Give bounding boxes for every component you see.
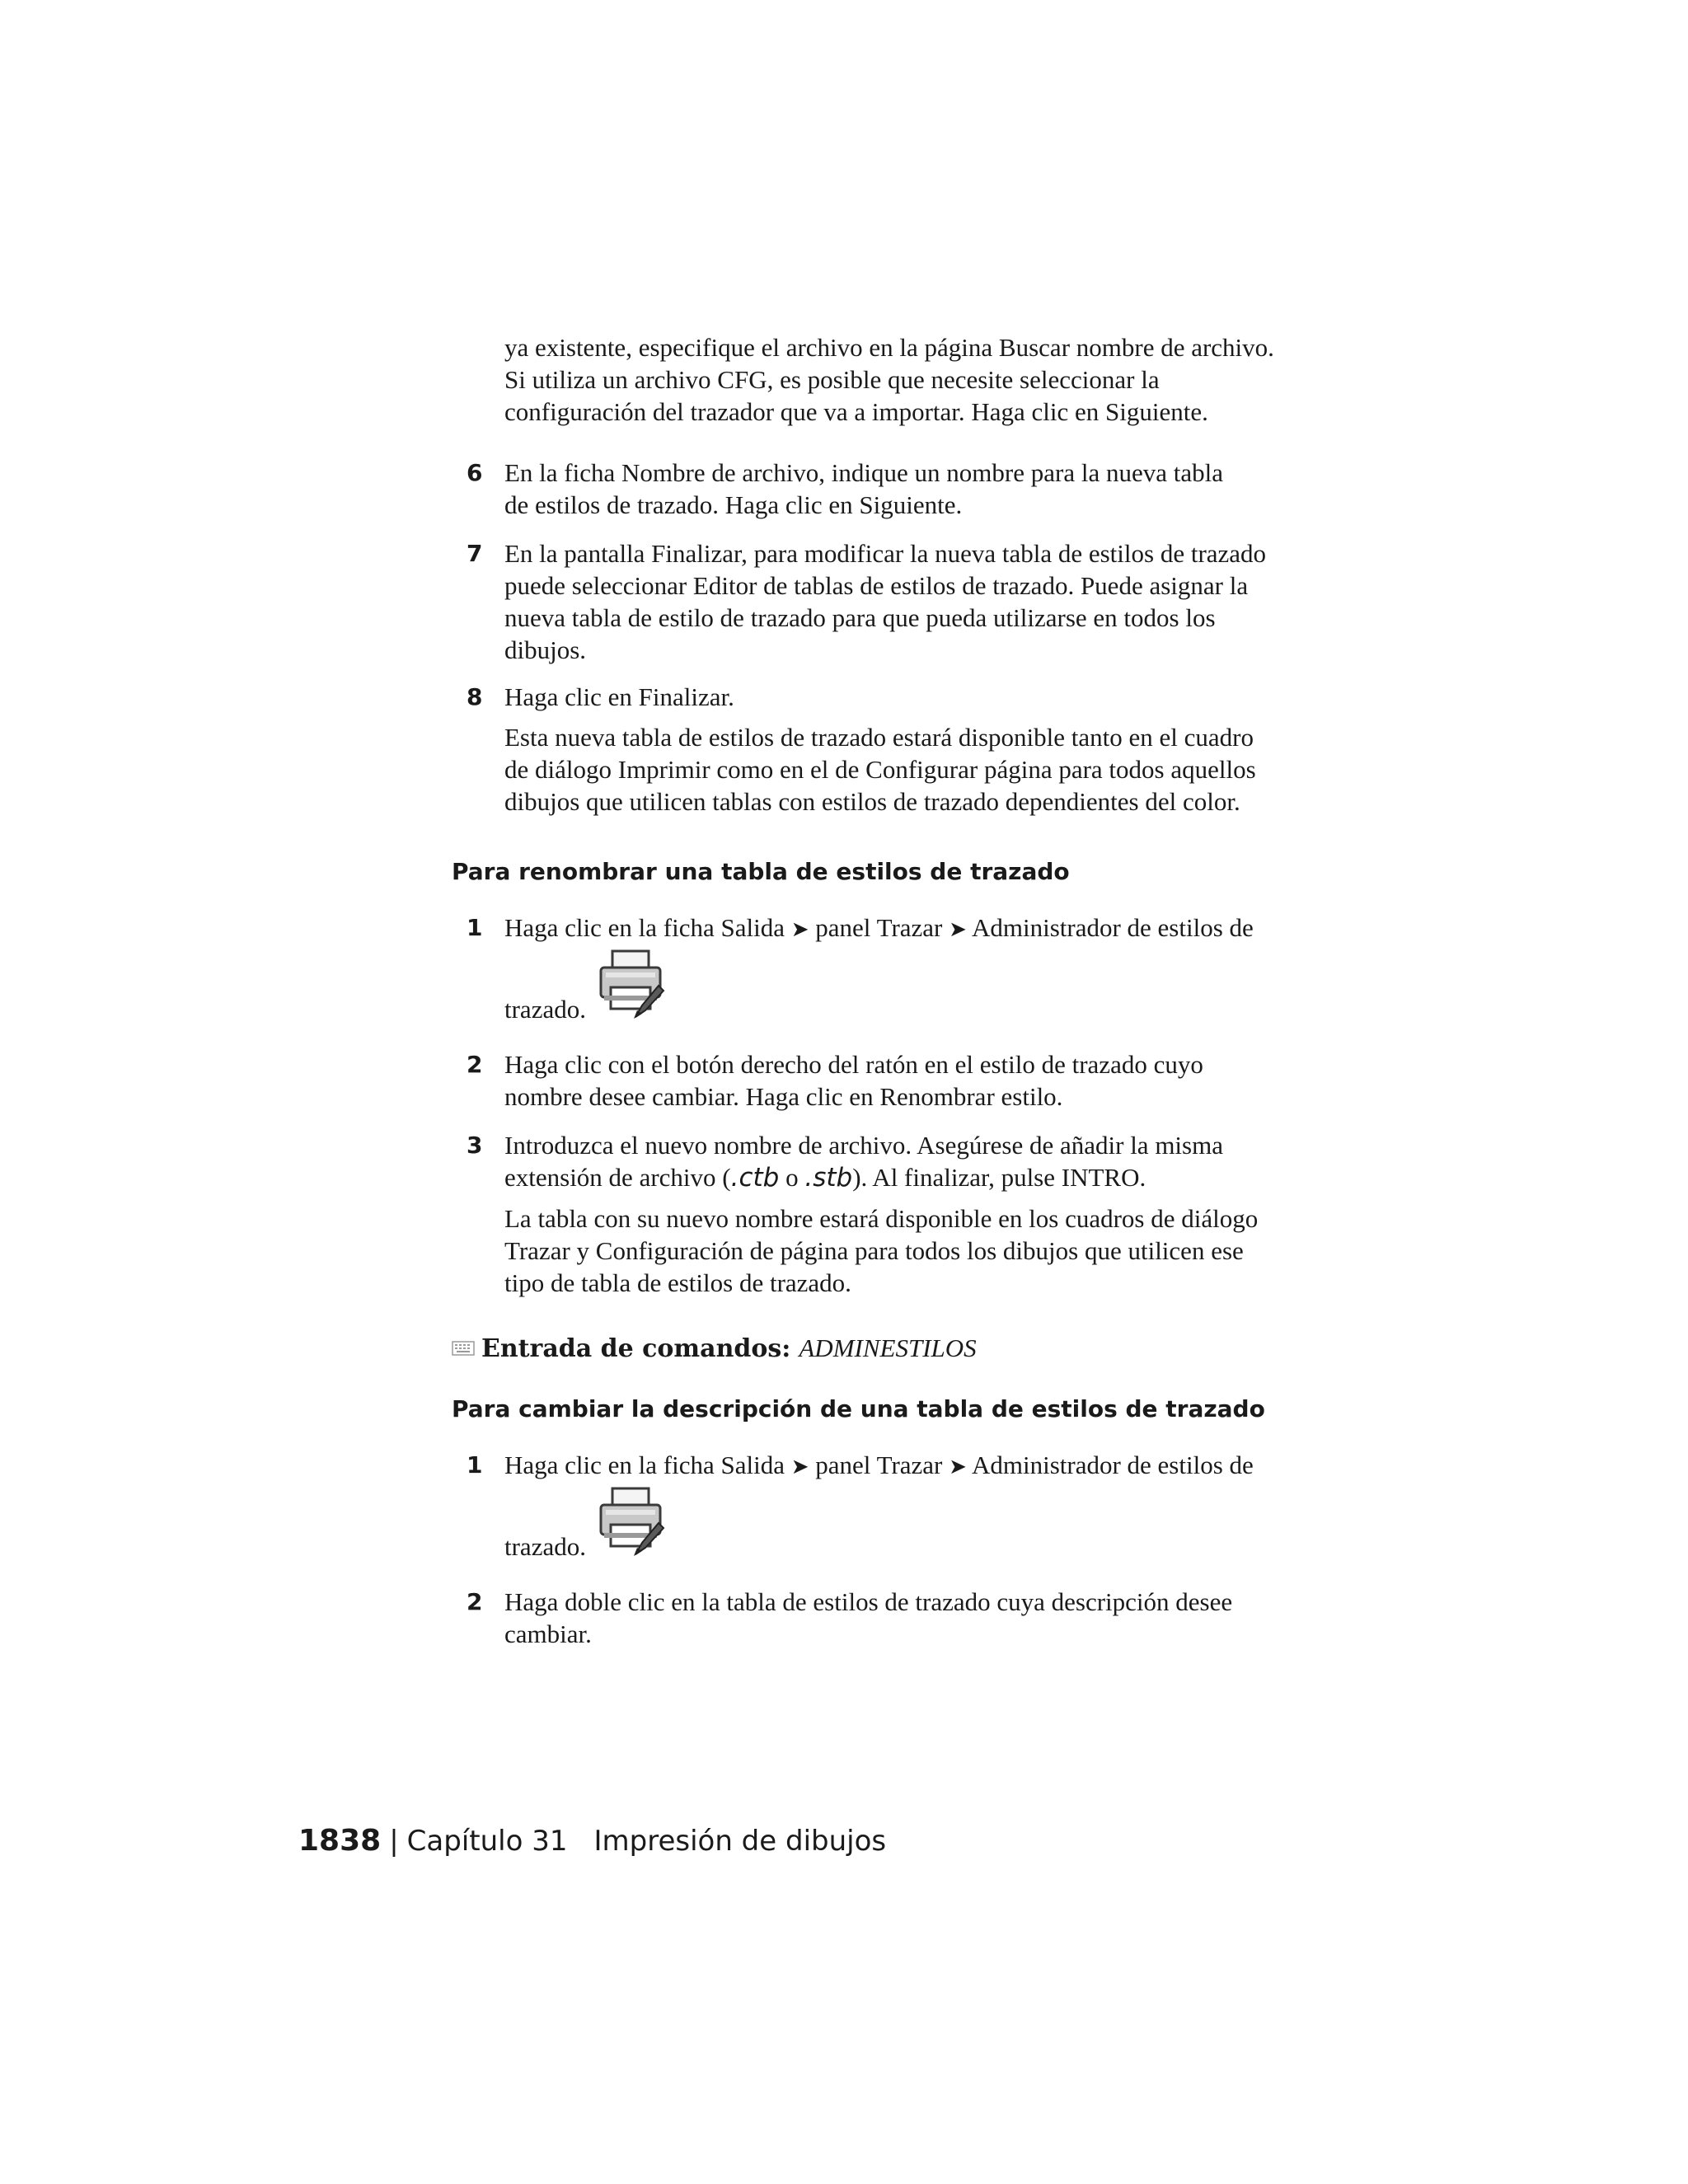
rename-step-3 [452,1129,1329,1299]
extension-stb: .stb [804,1163,853,1193]
step-number: 1 [467,1451,483,1479]
rename-step-2 [452,1048,1329,1113]
step-icon-line [504,946,1329,1025]
step-line [504,912,1329,946]
text-run: extensión de archivo ( [504,1163,731,1192]
step-number: 2 [467,1588,483,1615]
step-line [504,1161,1329,1194]
step-line [504,1449,1329,1483]
desc-step-1 [452,1449,1329,1563]
ribbon-tab-text: Haga clic en la ficha Salida [504,1451,785,1479]
step-line: En la pantalla Finalizar, para modificar la nueva tabla de estilos de trazado [504,539,1267,568]
desc-step-2 [452,1586,1329,1650]
step-line: Haga clic en Finalizar. [504,682,734,711]
footer-separator: | [389,1825,399,1858]
extension-ctb: .ctb [730,1163,780,1193]
note-line: de diálogo Imprimir como en el de Configurar página para todos aquellos [504,755,1256,784]
intro-line: Si utiliza un archivo CFG, es posible que necesite seleccionar la [504,365,1160,394]
step-note [504,721,1329,818]
step-line: Haga clic con el botón derecho del ratón en el estilo de trazado cuyo [504,1050,1203,1079]
plot-style-manager-icon [594,948,667,1020]
step-line: de estilos de trazado. Haga clic en Siguiente. [504,490,963,519]
plot-style-manager-icon [594,1485,667,1558]
command-entry-value: ADMINESTILOS [799,1333,977,1362]
step-line: nombre desee cambiar. Haga clic en Renombrar estilo. [504,1082,1063,1111]
step-number: 2 [467,1051,483,1078]
ribbon-panel-text: panel Trazar [815,913,943,942]
step-note [504,1202,1329,1299]
step-8 [452,681,1329,818]
rename-step-1 [452,912,1329,1025]
step-line: Introduzca el nuevo nombre de archivo. Asegúrese de añadir la misma [504,1131,1223,1160]
step-line: dibujos. [504,635,587,664]
note-line: tipo de tabla de estilos de trazado. [504,1268,851,1297]
section-heading-description: Para cambiar la descripción de una tabla de estilos de trazado [452,1395,1265,1422]
step-number: 3 [467,1132,483,1159]
step-7 [452,537,1329,666]
step-line: nueva tabla de estilo de trazado para que pueda utilizarse en todos los [504,603,1216,632]
tool-name-text-end: trazado. [504,1532,586,1561]
page-number: 1838 [298,1824,382,1858]
section-heading-rename: Para renombrar una tabla de estilos de trazado [452,858,1070,885]
arrow-right-icon: ➤ [949,1455,967,1479]
keyboard-icon [452,1339,475,1357]
tool-name-text-end: trazado. [504,995,586,1024]
step-number: 7 [467,540,483,567]
ribbon-tab-text: Haga clic en la ficha Salida [504,913,785,942]
chapter-title: Impresión de dibujos [593,1825,887,1858]
intro-line: configuración del trazador que va a importar. Haga clic en Siguiente. [504,397,1208,426]
ribbon-panel-text: panel Trazar [815,1451,943,1479]
step-number: 6 [467,459,483,486]
tool-name-text: Administrador de estilos de [971,1451,1254,1479]
tool-name-text: Administrador de estilos de [971,913,1254,942]
arrow-right-icon: ➤ [949,917,967,942]
step-line: puede seleccionar Editor de tablas de estilos de trazado. Puede asignar la [504,571,1249,600]
note-line: Trazar y Configuración de página para todos los dibujos que utilicen ese [504,1236,1244,1265]
chapter-label: Capítulo 31 [406,1825,568,1858]
note-line: dibujos que utilicen tablas con estilos de trazado dependientes del color. [504,787,1240,816]
step-line: En la ficha Nombre de archivo, indique un nombre para la nueva tabla [504,458,1223,487]
note-line: La tabla con su nuevo nombre estará disponible en los cuadros de diálogo [504,1204,1259,1233]
intro-line: ya existente, especifique el archivo en la página Buscar nombre de archivo. [504,333,1274,362]
arrow-right-icon: ➤ [790,1455,809,1479]
text-run: ). Al finalizar, pulse INTRO. [852,1163,1146,1192]
step-number: 8 [467,683,483,710]
command-entry [452,1333,977,1363]
text-run: o [779,1163,805,1192]
step-line: Haga doble clic en la tabla de estilos de trazado cuya descripción desee [504,1587,1233,1616]
arrow-right-icon: ➤ [790,917,809,942]
intro-paragraph [504,331,1329,428]
step-icon-line [504,1483,1329,1563]
step-number: 1 [467,914,483,941]
step-6 [452,457,1329,521]
step-line: cambiar. [504,1619,592,1648]
command-entry-label: Entrada de comandos: [481,1333,791,1363]
note-line: Esta nueva tabla de estilos de trazado estará disponible tanto en el cuadro [504,723,1254,752]
page-footer [298,1823,886,1859]
